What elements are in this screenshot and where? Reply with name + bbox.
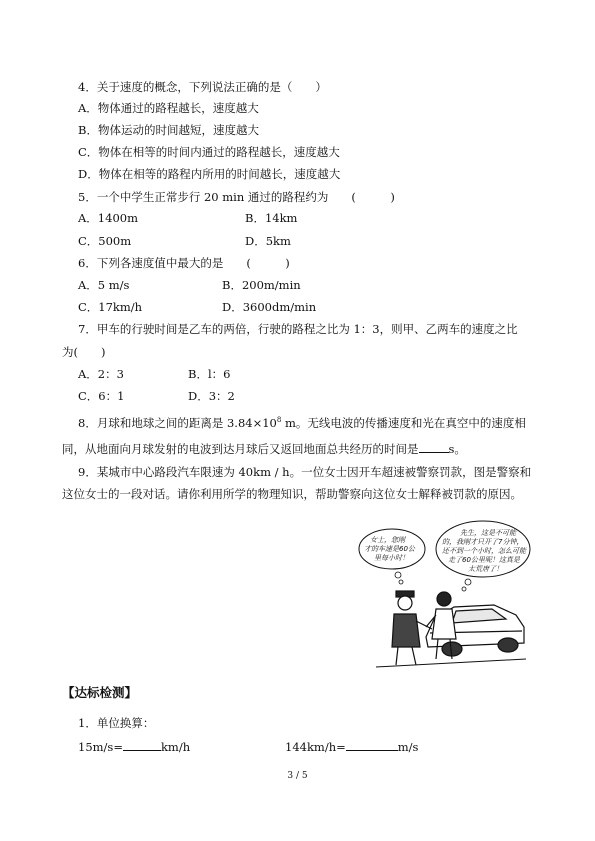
q5-option-d: D．5km: [245, 234, 291, 248]
police-lady-cartoon: [356, 519, 532, 671]
q8-line1: [78, 412, 526, 431]
q7-option-a: A．2：3: [78, 367, 124, 381]
q7-stem-line2: 为( ): [62, 345, 106, 359]
section-title: 【达标检测】: [62, 685, 138, 700]
q8-exponent: 8: [276, 416, 282, 424]
q8-line1-post: m。无线电波的传播速度和光在真空中的速度相: [281, 415, 526, 430]
q8-line1-pre: 8．月球和地球之间的距离是 3.84×10: [78, 415, 277, 430]
lady-bubble-line4: 走了60公里呢！这真是: [448, 556, 520, 564]
q6-option-d: D．3600dm/min: [222, 300, 317, 314]
lady-bubble-line1: 先生，这是不可能: [460, 529, 516, 537]
conversion-2: [285, 738, 418, 755]
q4-option-d: D．物体在相等的路程内所用的时间越长，速度越大: [78, 167, 341, 181]
lady-bubble-line5: 太荒唐了！: [468, 565, 503, 573]
page-number: 3 / 5: [287, 771, 308, 781]
conversion-1-pre: 15m/s=: [78, 740, 123, 754]
q4-option-c: C．物体在相等的时间内通过的路程越长，速度越大: [78, 145, 340, 159]
conversion-1: [78, 738, 190, 755]
q7-option-b: B．l：6: [188, 367, 231, 381]
q6-option-c: C．17km/h: [78, 300, 143, 314]
q4-option-a: A．物体通过的路程越长，速度越大: [78, 101, 259, 115]
q5-option-c: C．500m: [78, 234, 132, 248]
q6-option-b: B．200m/min: [222, 278, 301, 292]
lady-bubble-line2: 的，我刚才只开了7分钟，: [442, 538, 524, 546]
police-bubble-line1: 女士，您刚: [370, 536, 405, 544]
q9-line1: 9．某城市中心路段汽车限速为 40km / h。一位女士因开车超速被警察罚款，图是警察和: [78, 465, 532, 479]
q6-stem: 6．下列各速度值中最大的是 ( ): [78, 256, 290, 270]
q8-line2-post: s。: [448, 442, 466, 456]
q7-option-c: C．6：1: [78, 389, 125, 403]
police-officer-drawing: [392, 591, 432, 665]
q7-stem-line1: 7．甲车的行驶时间是乙车的两倍，行驶的路程之比为 1：3，则甲、乙两车的速度之比: [78, 322, 518, 336]
q4-option-b: B．物体运动的时间越短，速度越大: [78, 123, 259, 137]
police-bubble-line2: 才的车速是60公: [364, 545, 415, 553]
q6-option-a: A．5 m/s: [78, 278, 130, 292]
q5-option-b: B．14km: [245, 211, 298, 225]
conversion-2-post: m/s: [397, 740, 419, 754]
q4-stem: 4．关于速度的概念，下列说法正确的是（ ）: [78, 80, 327, 94]
section-q1-stem: 1．单位换算：: [78, 716, 155, 730]
q8-line2-pre: 同，从地面向月球发射的电波到达月球后又返回地面总共经历的时间是: [62, 442, 419, 456]
lady-bubble-line3: 还不到一个小时，怎么可能: [442, 547, 526, 555]
conversion-1-post: km/h: [160, 740, 191, 754]
police-bubble-line3: 里每小时！: [374, 554, 409, 562]
q8-answer-blank[interactable]: [419, 440, 449, 453]
ground-line: [376, 659, 526, 667]
conversion-1-blank[interactable]: [123, 738, 161, 751]
q5-option-a: A．1400m: [78, 211, 138, 225]
police-speech-bubble: [359, 529, 425, 584]
lady-speech-bubble: [436, 521, 530, 591]
q7-option-d: D．3：2: [188, 389, 235, 403]
q9-line2: 这位女士的一段对话。请你利用所学的物理知识，帮助警察向这位女士解释被罚款的原因。: [62, 487, 522, 501]
q8-line2: [62, 440, 466, 457]
conversion-2-blank[interactable]: [346, 738, 398, 751]
q5-stem: 5．一个中学生正常步行 20 min 通过的路程约为 ( ): [78, 190, 395, 204]
conversion-2-pre: 144km/h=: [285, 740, 346, 754]
